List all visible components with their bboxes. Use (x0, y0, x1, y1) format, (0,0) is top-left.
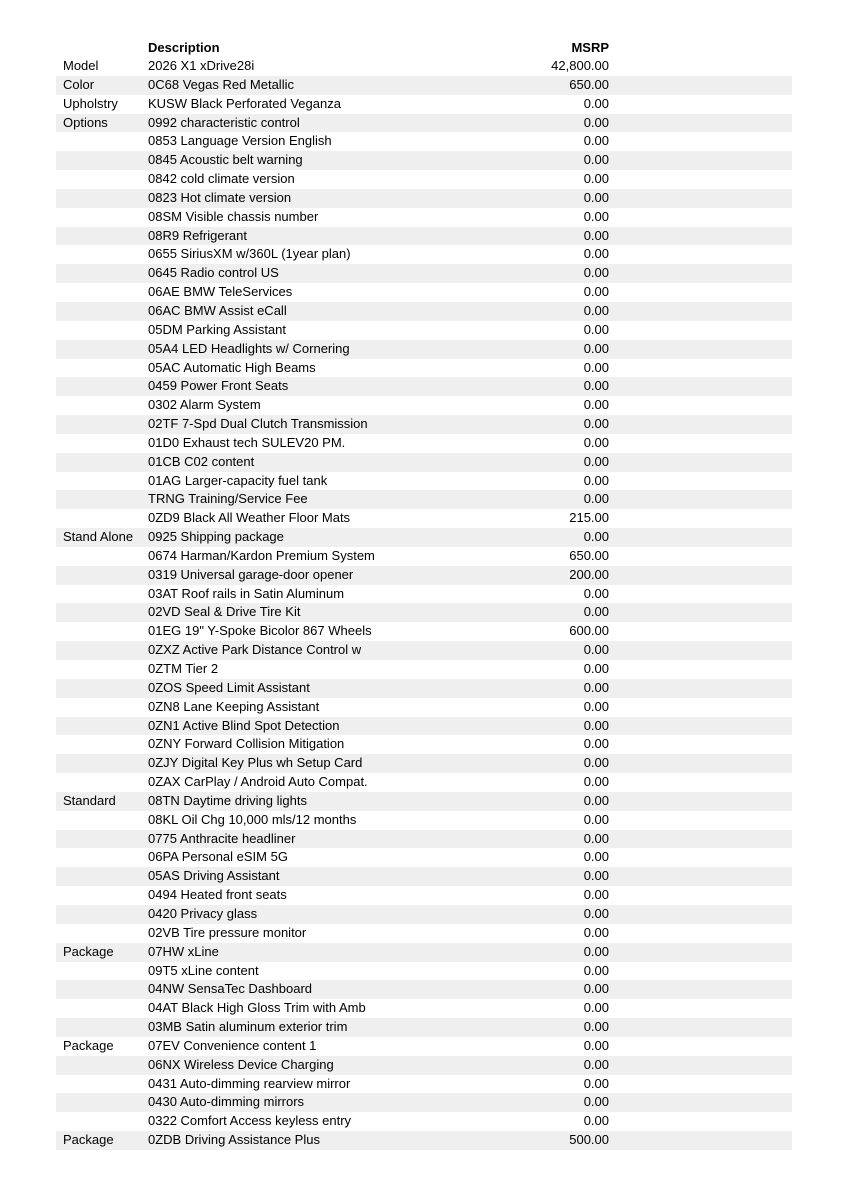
row-description: 04NW SensaTec Dashboard (148, 981, 313, 997)
table-row (56, 980, 792, 999)
row-price: 0.00 (583, 416, 609, 432)
table-row (56, 490, 792, 509)
row-price: 0.00 (583, 321, 609, 337)
row-price: 0.00 (583, 604, 609, 620)
line-items (56, 57, 792, 1150)
row-price: 0.00 (583, 661, 609, 676)
row-price: 0.00 (583, 736, 609, 752)
table-row (56, 151, 792, 170)
row-price: 0.00 (583, 1094, 609, 1110)
table-row (56, 1093, 792, 1112)
row-price: 0.00 (583, 943, 609, 959)
table-header (56, 38, 792, 57)
row-description: 01CB C02 content (148, 453, 255, 469)
table-row (56, 132, 792, 151)
row-description: 0431 Auto-dimming rearview mirror (148, 1075, 351, 1091)
table-row (56, 1018, 792, 1037)
row-price: 0.00 (583, 1113, 609, 1129)
row-price: 0.00 (583, 905, 609, 921)
row-description: 03AT Roof rails in Satin Aluminum (148, 585, 345, 601)
table-row (56, 1075, 792, 1094)
row-description: 0459 Power Front Seats (148, 378, 289, 394)
row-price: 0.00 (583, 491, 609, 507)
table-row (56, 735, 792, 754)
table-row (56, 208, 792, 227)
row-description: 02TF 7-Spd Dual Clutch Transmission (148, 416, 368, 432)
row-price: 0.00 (583, 849, 609, 865)
table-row (56, 1131, 792, 1150)
table-row (56, 1056, 792, 1075)
row-description: 0302 Alarm System (148, 397, 261, 413)
table-row (56, 396, 792, 415)
row-description: 0ZOS Speed Limit Assistant (148, 679, 310, 695)
table-row (56, 999, 792, 1018)
table-row (56, 434, 792, 453)
row-category: Package (63, 1132, 114, 1148)
row-price: 0.00 (583, 1000, 609, 1016)
row-price: 0.00 (583, 95, 609, 111)
table-row (56, 453, 792, 472)
row-price: 0.00 (583, 152, 609, 168)
row-description: 05AS Driving Assistant (148, 868, 280, 884)
row-price: 0.00 (583, 359, 609, 375)
row-price: 0.00 (583, 340, 609, 356)
row-price: 0.00 (583, 1019, 609, 1035)
table-row (56, 924, 792, 943)
row-description: 0645 Radio control US (148, 265, 279, 281)
row-price: 0.00 (583, 453, 609, 469)
row-price: 0.00 (583, 472, 609, 488)
description-column-header: Description (148, 40, 220, 55)
row-description: 0319 Universal garage-door opener (148, 566, 354, 582)
row-price: 0.00 (583, 1075, 609, 1091)
row-description: 0853 Language Version English (148, 133, 332, 149)
table-row (56, 679, 792, 698)
row-description: 0823 Hot climate version (148, 189, 292, 205)
row-description: 09T5 xLine content (148, 962, 259, 978)
row-price: 0.00 (583, 792, 609, 808)
table-row (56, 754, 792, 773)
row-description: 0420 Privacy glass (148, 905, 258, 921)
table-row (56, 585, 792, 604)
table-row (56, 1037, 792, 1056)
table-row (56, 962, 792, 981)
row-description: 0775 Anthracite headliner (148, 830, 296, 846)
row-description: 08KL Oil Chg 10,000 mls/12 months (148, 811, 357, 827)
row-description: KUSW Black Perforated Veganza (148, 95, 341, 111)
row-description: 0ZTM Tier 2 (148, 661, 219, 676)
row-price: 0.00 (583, 378, 609, 394)
row-description: 08R9 Refrigerant (148, 227, 247, 243)
row-description: 02VB Tire pressure monitor (148, 924, 307, 940)
row-description: 0925 Shipping package (148, 529, 284, 545)
table-row (56, 95, 792, 114)
table-row (56, 717, 792, 736)
row-description: 0ZXZ Active Park Distance Control w (148, 642, 362, 658)
table-row (56, 189, 792, 208)
table-row (56, 905, 792, 924)
row-category: Stand Alone (63, 529, 134, 545)
row-description: 06NX Wireless Device Charging (148, 1056, 334, 1072)
row-description: 06PA Personal eSIM 5G (148, 849, 288, 865)
row-description: 08SM Visible chassis number (148, 208, 319, 224)
row-description: 0842 cold climate version (148, 171, 295, 187)
table-row (56, 603, 792, 622)
row-price: 0.00 (583, 698, 609, 714)
table-row (56, 660, 792, 679)
row-price: 0.00 (583, 1056, 609, 1072)
row-description: 01AG Larger-capacity fuel tank (148, 472, 328, 488)
row-price: 0.00 (583, 642, 609, 658)
row-category: Package (63, 1037, 114, 1053)
row-description: 08TN Daytime driving lights (148, 792, 307, 808)
row-category: Model (63, 58, 99, 73)
table-row (56, 773, 792, 792)
table-row (56, 245, 792, 264)
row-price: 600.00 (569, 623, 609, 639)
row-price: 0.00 (583, 717, 609, 733)
table-row (56, 886, 792, 905)
row-price: 0.00 (583, 434, 609, 450)
row-description: 0ZN8 Lane Keeping Assistant (148, 698, 320, 714)
row-description: 0C68 Vegas Red Metallic (148, 76, 294, 92)
row-description: 07EV Convenience content 1 (148, 1037, 317, 1053)
row-price: 0.00 (583, 246, 609, 262)
row-price: 0.00 (583, 284, 609, 300)
row-category: Upholstry (63, 95, 118, 111)
table-row (56, 170, 792, 189)
row-description: 0ZNY Forward Collision Mitigation (148, 736, 345, 752)
row-description: 0322 Comfort Access keyless entry (148, 1113, 352, 1129)
row-description: 02VD Seal & Drive Tire Kit (148, 604, 301, 620)
table-row (56, 547, 792, 566)
table-row (56, 830, 792, 849)
table-row (56, 227, 792, 246)
row-price: 0.00 (583, 679, 609, 695)
price-sheet (56, 38, 792, 1150)
row-description: 0992 characteristic control (148, 114, 300, 130)
row-price: 0.00 (583, 529, 609, 545)
row-price: 650.00 (569, 547, 609, 563)
row-description: 05AC Automatic High Beams (148, 359, 316, 375)
row-description: 0494 Heated front seats (148, 887, 287, 903)
table-row (56, 811, 792, 830)
table-row (56, 340, 792, 359)
row-description: 0430 Auto-dimming mirrors (148, 1094, 305, 1110)
row-description: 0ZAX CarPlay / Android Auto Compat. (148, 774, 368, 790)
table-row (56, 792, 792, 811)
row-description: 03MB Satin aluminum exterior trim (148, 1019, 348, 1035)
table-row (56, 359, 792, 378)
row-price: 0.00 (583, 830, 609, 846)
row-price: 0.00 (583, 302, 609, 318)
row-description: 0845 Acoustic belt warning (148, 152, 303, 168)
table-row (56, 509, 792, 528)
row-price: 0.00 (583, 585, 609, 601)
row-description: 0655 SiriusXM w/360L (1year plan) (148, 246, 351, 262)
table-row (56, 622, 792, 641)
table-row (56, 57, 792, 76)
row-price: 0.00 (583, 133, 609, 149)
row-price: 0.00 (583, 811, 609, 827)
table-row (56, 867, 792, 886)
row-price: 0.00 (583, 774, 609, 790)
table-row (56, 698, 792, 717)
row-price: 0.00 (583, 189, 609, 205)
row-price: 42,800.00 (551, 58, 609, 73)
row-category: Color (63, 76, 95, 92)
row-description: 0674 Harman/Kardon Premium System (148, 547, 375, 563)
table-row (56, 1112, 792, 1131)
row-category: Package (63, 943, 114, 959)
row-description: 05A4 LED Headlights w/ Cornering (148, 340, 350, 356)
table-row (56, 321, 792, 340)
row-price: 200.00 (569, 566, 609, 582)
row-description: 06AC BMW Assist eCall (148, 302, 287, 318)
row-description: 0ZDB Driving Assistance Plus (148, 1132, 320, 1148)
table-row (56, 641, 792, 660)
row-price: 0.00 (583, 887, 609, 903)
table-row (56, 114, 792, 133)
table-row (56, 415, 792, 434)
table-row (56, 943, 792, 962)
row-price: 0.00 (583, 227, 609, 243)
row-description: 05DM Parking Assistant (148, 321, 287, 337)
table-row (56, 264, 792, 283)
row-price: 0.00 (583, 265, 609, 281)
table-row (56, 472, 792, 491)
row-category: Standard (63, 792, 116, 808)
msrp-column-header: MSRP (571, 40, 609, 55)
row-price: 0.00 (583, 924, 609, 940)
row-description: 07HW xLine (148, 943, 219, 959)
row-price: 215.00 (569, 510, 609, 526)
row-price: 0.00 (583, 208, 609, 224)
row-price: 0.00 (583, 171, 609, 187)
row-price: 0.00 (583, 114, 609, 130)
row-price: 0.00 (583, 868, 609, 884)
row-price: 0.00 (583, 981, 609, 997)
row-description: 06AE BMW TeleServices (148, 284, 293, 300)
row-price: 0.00 (583, 755, 609, 771)
table-row (56, 377, 792, 396)
table-row (56, 302, 792, 321)
table-row (56, 566, 792, 585)
row-description: 0ZD9 Black All Weather Floor Mats (148, 510, 351, 526)
row-description: 04AT Black High Gloss Trim with Amb (148, 1000, 366, 1016)
row-category: Options (63, 114, 108, 130)
row-price: 500.00 (569, 1132, 609, 1148)
row-price: 0.00 (583, 397, 609, 413)
row-description: TRNG Training/Service Fee (148, 491, 308, 507)
row-price: 0.00 (583, 1037, 609, 1053)
table-row (56, 848, 792, 867)
row-description: 01D0 Exhaust tech SULEV20 PM. (148, 434, 346, 450)
table-row (56, 528, 792, 547)
row-price: 0.00 (583, 962, 609, 978)
row-description: 0ZN1 Active Blind Spot Detection (148, 717, 340, 733)
table-row (56, 283, 792, 302)
row-description: 2026 X1 xDrive28i (148, 58, 255, 73)
table-row (56, 76, 792, 95)
row-description: 0ZJY Digital Key Plus wh Setup Card (148, 755, 363, 771)
row-description: 01EG 19" Y-Spoke Bicolor 867 Wheels (148, 623, 372, 639)
row-price: 650.00 (569, 76, 609, 92)
